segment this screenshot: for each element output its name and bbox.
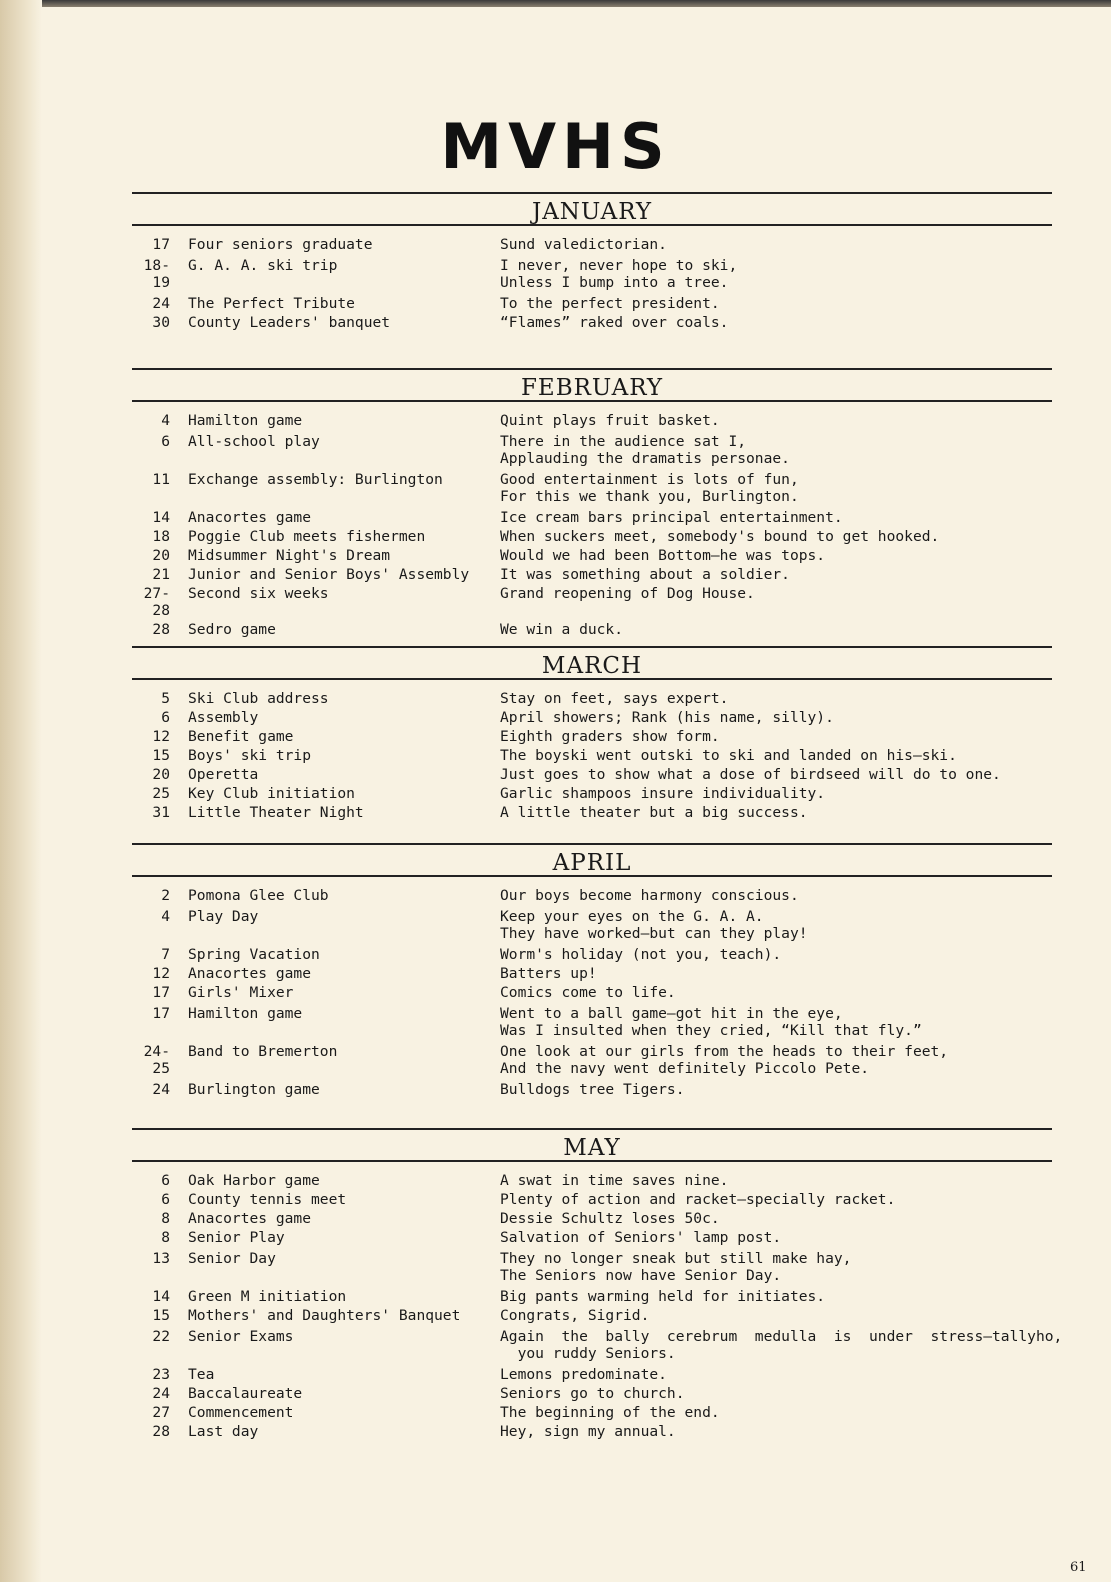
event-cell: Green M initiation <box>188 1288 347 1305</box>
comment-cell: Bulldogs tree Tigers. <box>500 1081 685 1098</box>
comment-cell: “Flames” raked over coals. <box>500 314 729 331</box>
day-cell: 6 <box>161 1172 170 1189</box>
calendar-row <box>132 1210 1052 1227</box>
comment-cell: Sund valedictorian. <box>500 236 667 253</box>
calendar-row <box>132 585 1052 619</box>
comment-cell: Comics come to life. <box>500 984 676 1001</box>
event-cell: Benefit game <box>188 728 294 745</box>
day-cell: 14 <box>152 1288 170 1305</box>
calendar-row <box>132 566 1052 583</box>
month-section-may <box>132 1128 1063 1440</box>
comment-cell: It was something about a soldier. <box>500 566 790 583</box>
comment-cell: Dessie Schultz loses 50c. <box>500 1210 720 1227</box>
comment-cell: We win a duck. <box>500 621 624 638</box>
day-cell: 2 <box>161 887 170 904</box>
day-cell: 22 <box>152 1328 170 1345</box>
calendar-row <box>132 1191 1052 1208</box>
calendar-row <box>132 785 1052 802</box>
comment-cell: April showers; Rank (his name, silly). <box>500 709 834 726</box>
event-cell: Anacortes game <box>188 965 312 982</box>
day-cell: 30 <box>152 314 170 331</box>
day-cell: 25 <box>152 785 170 802</box>
comment-cell: Seniors go to church. <box>500 1385 685 1402</box>
calendar-row <box>132 747 1052 764</box>
event-cell: Oak Harbor game <box>188 1172 320 1189</box>
calendar-row <box>132 1250 1052 1284</box>
day-cell: 18 <box>152 528 170 545</box>
event-cell: Sedro game <box>188 621 276 638</box>
day-cell: 4 <box>161 908 170 925</box>
month-heading: JANUARY <box>531 199 653 225</box>
calendar-row <box>132 908 1052 942</box>
calendar-row <box>132 946 1052 963</box>
comment-cell: The boyski went outski to ski and landed on his—ski. <box>500 747 957 764</box>
calendar-row <box>132 766 1052 783</box>
calendar-row <box>132 433 1052 467</box>
day-cell: 8 <box>161 1210 170 1227</box>
day-cell: 15 <box>152 747 170 764</box>
event-cell: Assembly <box>188 709 259 726</box>
calendar-row <box>132 1307 1052 1324</box>
comment-cell: Garlic shampoos insure individuality. <box>500 785 826 802</box>
calendar-row <box>132 690 1052 707</box>
day-cell: 21 <box>152 566 170 583</box>
event-cell: Hamilton game <box>188 1005 303 1022</box>
comment-cell: Stay on feet, says expert. <box>500 690 729 707</box>
comment-cell: When suckers meet, somebody's bound to get hooked. <box>500 528 940 545</box>
month-heading: APRIL <box>552 850 632 876</box>
comment-cell: There in the audience sat I, Applauding the dramatis personae. <box>500 433 790 467</box>
page-top-edge <box>0 0 1111 7</box>
comment-cell: Good entertainment is lots of fun, For this we thank you, Burlington. <box>500 471 799 505</box>
calendar-row <box>132 314 1052 331</box>
day-cell: 28 <box>152 1423 170 1440</box>
day-cell: 5 <box>161 690 170 707</box>
comment-cell: Hey, sign my annual. <box>500 1423 676 1440</box>
event-cell: Boys' ski trip <box>188 747 312 764</box>
day-cell: 14 <box>152 509 170 526</box>
day-cell: 27 <box>152 1404 170 1421</box>
comment-cell: Lemons predominate. <box>500 1366 667 1383</box>
calendar-row <box>132 528 1052 545</box>
day-cell: 4 <box>161 412 170 429</box>
calendar-row <box>132 1229 1052 1246</box>
calendar-row <box>132 236 1052 253</box>
calendar-row <box>132 709 1052 726</box>
event-cell: Four seniors graduate <box>188 236 373 253</box>
day-cell: 18-19 <box>143 257 170 291</box>
event-cell: County Leaders' banquet <box>188 314 391 331</box>
calendar-row <box>132 728 1052 745</box>
event-cell: County tennis meet <box>188 1191 347 1208</box>
event-cell: Ski Club address <box>188 690 329 707</box>
event-cell: Operetta <box>188 766 259 783</box>
day-cell: 24 <box>152 1385 170 1402</box>
month-heading: MAY <box>563 1135 621 1161</box>
day-cell: 28 <box>152 621 170 638</box>
day-cell: 31 <box>152 804 170 821</box>
calendar-row <box>132 984 1052 1001</box>
comment-cell: Quint plays fruit basket. <box>500 412 720 429</box>
comment-cell: Batters up! <box>500 965 597 982</box>
event-cell: Tea <box>188 1366 215 1383</box>
event-cell: Poggie Club meets fishermen <box>188 528 426 545</box>
calendar-row <box>132 547 1052 564</box>
comment-cell: To the perfect president. <box>500 295 720 312</box>
comment-cell: Grand reopening of Dog House. <box>500 585 755 602</box>
event-cell: Last day <box>188 1423 259 1440</box>
calendar-row <box>132 1385 1052 1402</box>
comment-cell: Congrats, Sigrid. <box>500 1307 650 1324</box>
calendar-row <box>132 1005 1052 1039</box>
event-cell: Junior and Senior Boys' Assembly <box>188 566 470 583</box>
calendar-row <box>132 804 1052 821</box>
calendar-row <box>132 412 1052 429</box>
calendar-row <box>132 1172 1052 1189</box>
event-cell: Burlington game <box>188 1081 320 1098</box>
month-heading: FEBRUARY <box>520 375 664 401</box>
event-cell: Mothers' and Daughters' Banquet <box>188 1307 461 1324</box>
calendar-row <box>132 1081 1052 1098</box>
event-cell: Second six weeks <box>188 585 329 602</box>
event-cell: Pomona Glee Club <box>188 887 329 904</box>
calendar-row <box>132 1043 1052 1077</box>
comment-cell: Worm's holiday (not you, teach). <box>500 946 782 963</box>
comment-cell: Big pants warming held for initiates. <box>500 1288 826 1305</box>
comment-cell: Just goes to show what a dose of birdseed will do to one. <box>500 766 1001 783</box>
event-cell: Key Club initiation <box>188 785 355 802</box>
calendar-row <box>132 1328 1063 1362</box>
day-cell: 7 <box>161 946 170 963</box>
day-cell: 8 <box>161 1229 170 1246</box>
calendar-row <box>132 471 1052 505</box>
day-cell: 12 <box>152 728 170 745</box>
comment-cell: Eighth graders show form. <box>500 728 720 745</box>
event-cell: G. A. A. ski trip <box>188 257 338 274</box>
calendar-row <box>132 1366 1052 1383</box>
comment-cell: Keep your eyes on the G. A. A. They have worked—but can they play! <box>500 908 808 942</box>
event-cell: Hamilton game <box>188 412 303 429</box>
comment-cell: They no longer sneak but still make hay, The Seniors now have Senior Day. <box>500 1250 852 1284</box>
comment-cell: A little theater but a big success. <box>500 804 808 821</box>
comment-cell: One look at our girls from the heads to their feet, And the navy went definitely Piccolo Pete. <box>500 1043 949 1077</box>
day-cell: 20 <box>152 766 170 783</box>
day-cell: 24-25 <box>143 1043 170 1077</box>
day-cell: 15 <box>152 1307 170 1324</box>
comment-cell: I never, never hope to ski, Unless I bump into a tree. <box>500 257 738 291</box>
day-cell: 17 <box>152 236 170 253</box>
event-cell: Play Day <box>188 908 259 925</box>
binding-shadow <box>0 0 42 1582</box>
event-cell: Midsummer Night's Dream <box>188 547 391 564</box>
day-cell: 24 <box>152 295 170 312</box>
event-cell: Commencement <box>188 1404 294 1421</box>
page-number: 61 <box>1070 1560 1087 1575</box>
day-cell: 6 <box>161 709 170 726</box>
day-cell: 24 <box>152 1081 170 1098</box>
event-cell: Senior Exams <box>188 1328 294 1345</box>
month-section-march <box>132 646 1052 821</box>
page-title: MVHS <box>440 110 671 183</box>
month-section-january <box>132 192 1052 331</box>
calendar-row <box>132 621 1052 638</box>
day-cell: 13 <box>152 1250 170 1267</box>
event-cell: Anacortes game <box>188 509 312 526</box>
calendar-row <box>132 509 1052 526</box>
event-cell: Little Theater Night <box>188 804 364 821</box>
event-cell: Senior Day <box>188 1250 276 1267</box>
day-cell: 6 <box>161 433 170 450</box>
calendar-row <box>132 1404 1052 1421</box>
comment-cell: Went to a ball game—got hit in the eye, Was I insulted when they cried, “Kill that fly.” <box>500 1005 922 1039</box>
event-cell: Band to Bremerton <box>188 1043 338 1060</box>
comment-cell: Plenty of action and racket—specially racket. <box>500 1191 896 1208</box>
day-cell: 12 <box>152 965 170 982</box>
event-cell: Exchange assembly: Burlington <box>188 471 443 488</box>
day-cell: 11 <box>152 471 170 488</box>
comment-cell: Would we had been Bottom—he was tops. <box>500 547 826 564</box>
event-cell: Anacortes game <box>188 1210 312 1227</box>
comment-cell: Again the bally cerebrum medulla is under stress—tallyho, you ruddy Seniors. <box>500 1328 1063 1362</box>
calendar-row <box>132 965 1052 982</box>
event-cell: All-school play <box>188 433 320 450</box>
calendar-row <box>132 887 1052 904</box>
comment-cell: The beginning of the end. <box>500 1404 720 1421</box>
calendar-row <box>132 1288 1052 1305</box>
month-section-april <box>132 843 1052 1098</box>
event-cell: Senior Play <box>188 1229 285 1246</box>
day-cell: 27-28 <box>143 585 170 619</box>
calendar-row <box>132 1423 1052 1440</box>
comment-cell: Ice cream bars principal entertainment. <box>500 509 843 526</box>
comment-cell: Salvation of Seniors' lamp post. <box>500 1229 782 1246</box>
calendar-row <box>132 257 1052 291</box>
event-cell: Girls' Mixer <box>188 984 294 1001</box>
day-cell: 6 <box>161 1191 170 1208</box>
day-cell: 17 <box>152 1005 170 1022</box>
day-cell: 23 <box>152 1366 170 1383</box>
day-cell: 17 <box>152 984 170 1001</box>
calendar-row <box>132 295 1052 312</box>
event-cell: Spring Vacation <box>188 946 320 963</box>
event-cell: The Perfect Tribute <box>188 295 355 312</box>
comment-cell: A swat in time saves nine. <box>500 1172 729 1189</box>
month-section-february <box>132 368 1052 638</box>
month-heading: MARCH <box>541 653 643 679</box>
comment-cell: Our boys become harmony conscious. <box>500 887 799 904</box>
day-cell: 20 <box>152 547 170 564</box>
event-cell: Baccalaureate <box>188 1385 303 1402</box>
